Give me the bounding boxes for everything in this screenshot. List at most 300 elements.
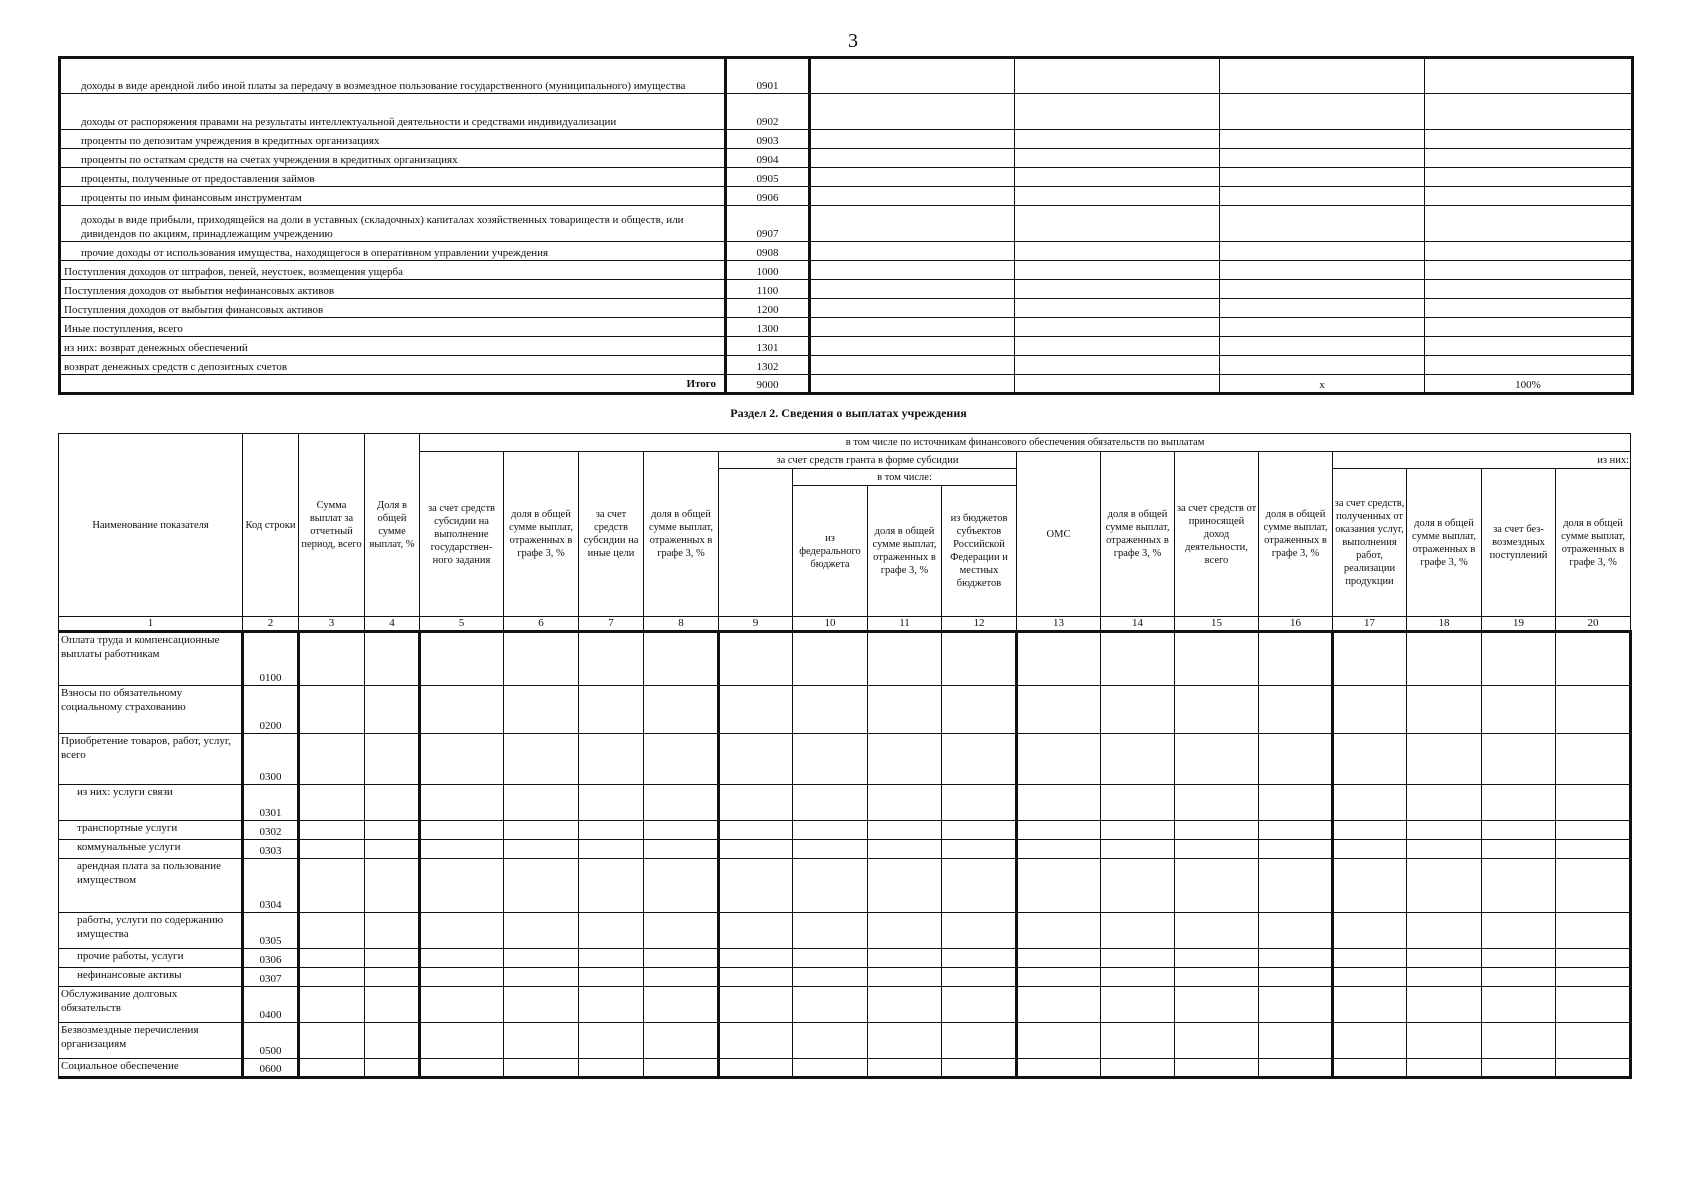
- value-cell[interactable]: [1333, 632, 1407, 686]
- value-cell[interactable]: [420, 734, 504, 785]
- value-cell[interactable]: [793, 686, 868, 734]
- value-cell[interactable]: [810, 206, 1015, 242]
- value-cell[interactable]: [942, 840, 1017, 859]
- value-cell[interactable]: [365, 949, 420, 968]
- value-cell[interactable]: [942, 785, 1017, 821]
- value-cell[interactable]: [1101, 734, 1175, 785]
- value-cell[interactable]: [365, 987, 420, 1023]
- value-cell[interactable]: [420, 913, 504, 949]
- value-cell[interactable]: [1175, 686, 1259, 734]
- value-cell[interactable]: [579, 987, 644, 1023]
- value-cell[interactable]: [1101, 686, 1175, 734]
- value-cell[interactable]: [1220, 299, 1425, 318]
- value-cell[interactable]: [1015, 261, 1220, 280]
- value-cell[interactable]: [1220, 130, 1425, 149]
- value-cell[interactable]: [1333, 840, 1407, 859]
- value-cell[interactable]: [1407, 949, 1482, 968]
- value-cell[interactable]: [1175, 632, 1259, 686]
- value-cell[interactable]: [1259, 632, 1333, 686]
- value-cell[interactable]: [1015, 149, 1220, 168]
- value-cell[interactable]: [299, 859, 365, 913]
- value-cell[interactable]: [793, 632, 868, 686]
- value-cell[interactable]: [1220, 261, 1425, 280]
- value-cell[interactable]: [810, 187, 1015, 206]
- value-cell[interactable]: [719, 968, 793, 987]
- value-cell[interactable]: [1220, 280, 1425, 299]
- value-cell[interactable]: [1015, 58, 1220, 94]
- value-cell[interactable]: [1220, 168, 1425, 187]
- value-cell[interactable]: [1101, 840, 1175, 859]
- row-code: 0902: [726, 94, 810, 130]
- value-cell[interactable]: [1407, 913, 1482, 949]
- value-cell[interactable]: [1017, 1059, 1101, 1078]
- value-cell[interactable]: [1015, 318, 1220, 337]
- value-cell[interactable]: [868, 913, 942, 949]
- value-cell[interactable]: [644, 632, 719, 686]
- value-cell[interactable]: [1220, 58, 1425, 94]
- value-cell[interactable]: [1556, 785, 1631, 821]
- value-cell[interactable]: [1425, 356, 1633, 375]
- value-cell[interactable]: [1017, 968, 1101, 987]
- value-cell[interactable]: [420, 840, 504, 859]
- value-cell[interactable]: [1175, 913, 1259, 949]
- value-cell[interactable]: [504, 632, 579, 686]
- value-cell[interactable]: [1425, 280, 1633, 299]
- value-cell[interactable]: [942, 949, 1017, 968]
- value-cell[interactable]: [1220, 187, 1425, 206]
- value-cell[interactable]: [942, 632, 1017, 686]
- value-cell[interactable]: [719, 632, 793, 686]
- value-cell[interactable]: [1017, 821, 1101, 840]
- value-cell[interactable]: [1175, 1059, 1259, 1078]
- value-cell[interactable]: [1259, 840, 1333, 859]
- value-cell[interactable]: [1333, 821, 1407, 840]
- value-cell[interactable]: [644, 968, 719, 987]
- value-cell[interactable]: [793, 840, 868, 859]
- value-cell[interactable]: [1407, 987, 1482, 1023]
- value-cell[interactable]: [1407, 734, 1482, 785]
- value-cell[interactable]: [868, 859, 942, 913]
- value-cell[interactable]: [810, 149, 1015, 168]
- value-cell[interactable]: [299, 785, 365, 821]
- value-cell[interactable]: [504, 1023, 579, 1059]
- value-cell[interactable]: [1220, 206, 1425, 242]
- value-cell[interactable]: [1259, 734, 1333, 785]
- row-code: 0305: [243, 913, 299, 949]
- value-cell[interactable]: [1333, 987, 1407, 1023]
- value-cell[interactable]: [1175, 859, 1259, 913]
- value-cell[interactable]: [1482, 968, 1556, 987]
- value-cell[interactable]: [868, 785, 942, 821]
- value-cell[interactable]: [1259, 821, 1333, 840]
- value-cell[interactable]: [942, 968, 1017, 987]
- value-cell[interactable]: [1101, 1023, 1175, 1059]
- value-cell[interactable]: [299, 913, 365, 949]
- value-cell[interactable]: [1482, 840, 1556, 859]
- value-cell[interactable]: [365, 686, 420, 734]
- value-cell[interactable]: [504, 840, 579, 859]
- value-cell[interactable]: [1015, 206, 1220, 242]
- value-cell[interactable]: [299, 1023, 365, 1059]
- value-cell[interactable]: [1259, 785, 1333, 821]
- value-cell[interactable]: [810, 280, 1015, 299]
- value-cell[interactable]: [1175, 785, 1259, 821]
- value-cell[interactable]: [420, 785, 504, 821]
- value-cell[interactable]: [793, 1059, 868, 1078]
- value-cell[interactable]: [420, 968, 504, 987]
- value-cell[interactable]: [1259, 949, 1333, 968]
- value-cell[interactable]: [1333, 1059, 1407, 1078]
- value-cell[interactable]: [579, 821, 644, 840]
- value-cell[interactable]: [1425, 58, 1633, 94]
- value-cell[interactable]: [1425, 149, 1633, 168]
- value-cell[interactable]: [1220, 242, 1425, 261]
- value-cell[interactable]: [644, 859, 719, 913]
- value-cell[interactable]: [1482, 734, 1556, 785]
- value-cell[interactable]: [1556, 821, 1631, 840]
- value-cell[interactable]: [420, 949, 504, 968]
- value-cell[interactable]: [299, 686, 365, 734]
- value-cell[interactable]: [719, 859, 793, 913]
- value-cell[interactable]: [420, 632, 504, 686]
- value-cell[interactable]: [942, 859, 1017, 913]
- value-cell[interactable]: [579, 734, 644, 785]
- value-cell[interactable]: [810, 58, 1015, 94]
- value-cell[interactable]: [644, 987, 719, 1023]
- value-cell[interactable]: [1556, 859, 1631, 913]
- value-cell[interactable]: [1556, 1059, 1631, 1078]
- value-cell[interactable]: [719, 1059, 793, 1078]
- value-cell[interactable]: [942, 734, 1017, 785]
- value-cell[interactable]: [868, 987, 942, 1023]
- value-cell[interactable]: [942, 987, 1017, 1023]
- value-cell[interactable]: [1407, 859, 1482, 913]
- value-cell[interactable]: [365, 1059, 420, 1078]
- value-cell[interactable]: [1482, 686, 1556, 734]
- value-cell[interactable]: [810, 94, 1015, 130]
- value-cell[interactable]: [644, 1023, 719, 1059]
- value-cell[interactable]: [1220, 337, 1425, 356]
- value-cell[interactable]: [299, 840, 365, 859]
- value-cell[interactable]: [1175, 987, 1259, 1023]
- value-cell[interactable]: [1015, 375, 1220, 394]
- value-cell[interactable]: [579, 913, 644, 949]
- value-cell[interactable]: [420, 1059, 504, 1078]
- value-cell[interactable]: [1482, 785, 1556, 821]
- value-cell[interactable]: [868, 686, 942, 734]
- value-cell[interactable]: [1482, 913, 1556, 949]
- row-name: Поступления доходов от выбытия нефинансовых активов: [60, 280, 726, 299]
- value-cell[interactable]: [810, 318, 1015, 337]
- value-cell[interactable]: [299, 632, 365, 686]
- header-share: Доля в общей сумме выплат, %: [365, 434, 420, 617]
- value-cell[interactable]: [1425, 168, 1633, 187]
- value-cell[interactable]: [365, 840, 420, 859]
- value-cell[interactable]: [942, 821, 1017, 840]
- value-cell[interactable]: [1015, 280, 1220, 299]
- value-cell[interactable]: [793, 913, 868, 949]
- value-cell[interactable]: [1556, 987, 1631, 1023]
- value-cell[interactable]: [868, 821, 942, 840]
- value-cell[interactable]: [579, 949, 644, 968]
- value-cell[interactable]: [299, 1059, 365, 1078]
- value-cell[interactable]: [420, 1023, 504, 1059]
- value-cell[interactable]: [299, 949, 365, 968]
- value-cell[interactable]: [1259, 987, 1333, 1023]
- value-cell[interactable]: [1015, 187, 1220, 206]
- value-cell[interactable]: [644, 734, 719, 785]
- value-cell[interactable]: [1556, 968, 1631, 987]
- row-code: 0500: [243, 1023, 299, 1059]
- value-cell[interactable]: [793, 734, 868, 785]
- value-cell[interactable]: [719, 913, 793, 949]
- value-cell[interactable]: [868, 949, 942, 968]
- value-cell[interactable]: [504, 987, 579, 1023]
- value-cell[interactable]: [1333, 968, 1407, 987]
- value-cell[interactable]: [810, 168, 1015, 187]
- value-cell[interactable]: [1017, 785, 1101, 821]
- value-cell[interactable]: [793, 859, 868, 913]
- value-cell[interactable]: [868, 1059, 942, 1078]
- value-cell[interactable]: [365, 968, 420, 987]
- value-cell[interactable]: [1556, 632, 1631, 686]
- value-cell[interactable]: [1407, 1059, 1482, 1078]
- value-cell[interactable]: [1017, 686, 1101, 734]
- value-cell[interactable]: [1333, 686, 1407, 734]
- value-cell[interactable]: [1425, 337, 1633, 356]
- value-cell[interactable]: [1425, 318, 1633, 337]
- value-cell[interactable]: [868, 968, 942, 987]
- value-cell[interactable]: [1017, 734, 1101, 785]
- value-cell[interactable]: [793, 968, 868, 987]
- value-cell[interactable]: [1015, 356, 1220, 375]
- value-cell[interactable]: [1259, 859, 1333, 913]
- value-cell[interactable]: [868, 840, 942, 859]
- value-cell[interactable]: [1101, 821, 1175, 840]
- value-cell[interactable]: [1220, 356, 1425, 375]
- value-cell[interactable]: [579, 968, 644, 987]
- value-cell[interactable]: [365, 859, 420, 913]
- value-cell[interactable]: [1101, 785, 1175, 821]
- row-name: Безвозмездные перечисления организациям: [59, 1023, 243, 1059]
- value-cell[interactable]: [1175, 734, 1259, 785]
- value-cell[interactable]: [793, 987, 868, 1023]
- value-cell[interactable]: [644, 949, 719, 968]
- value-cell[interactable]: [810, 356, 1015, 375]
- value-cell[interactable]: [1015, 94, 1220, 130]
- value-cell[interactable]: [579, 785, 644, 821]
- value-cell[interactable]: [504, 785, 579, 821]
- value-cell[interactable]: [719, 1023, 793, 1059]
- value-cell[interactable]: [420, 821, 504, 840]
- value-cell[interactable]: [504, 734, 579, 785]
- value-cell[interactable]: [1425, 94, 1633, 130]
- value-cell[interactable]: [1101, 859, 1175, 913]
- value-cell[interactable]: [1425, 242, 1633, 261]
- value-cell[interactable]: [1407, 686, 1482, 734]
- value-cell[interactable]: [504, 949, 579, 968]
- value-cell[interactable]: [1220, 94, 1425, 130]
- value-cell[interactable]: [1482, 987, 1556, 1023]
- value-cell[interactable]: [1220, 318, 1425, 337]
- value-cell[interactable]: [810, 242, 1015, 261]
- value-cell[interactable]: [644, 840, 719, 859]
- value-cell[interactable]: [719, 734, 793, 785]
- value-cell[interactable]: [1259, 1059, 1333, 1078]
- value-cell[interactable]: [1407, 1023, 1482, 1059]
- value-cell[interactable]: [1482, 949, 1556, 968]
- value-cell[interactable]: [504, 821, 579, 840]
- value-cell[interactable]: [719, 785, 793, 821]
- value-cell[interactable]: [1017, 1023, 1101, 1059]
- value-cell[interactable]: [579, 1023, 644, 1059]
- value-cell[interactable]: [504, 1059, 579, 1078]
- value-cell[interactable]: [719, 686, 793, 734]
- value-cell[interactable]: [299, 987, 365, 1023]
- value-cell[interactable]: [1101, 913, 1175, 949]
- value-cell[interactable]: [644, 821, 719, 840]
- value-cell[interactable]: [868, 632, 942, 686]
- value-cell[interactable]: [365, 785, 420, 821]
- value-cell[interactable]: [1556, 949, 1631, 968]
- value-cell[interactable]: [1259, 1023, 1333, 1059]
- value-cell[interactable]: [365, 913, 420, 949]
- value-cell[interactable]: [1556, 840, 1631, 859]
- value-cell[interactable]: [1425, 206, 1633, 242]
- value-cell[interactable]: [1017, 840, 1101, 859]
- value-cell[interactable]: [1101, 949, 1175, 968]
- value-cell[interactable]: [868, 1023, 942, 1059]
- value-cell[interactable]: [504, 968, 579, 987]
- value-cell[interactable]: [1556, 686, 1631, 734]
- value-cell[interactable]: [719, 821, 793, 840]
- value-cell[interactable]: [1556, 1023, 1631, 1059]
- value-cell[interactable]: [942, 1059, 1017, 1078]
- value-cell[interactable]: [1015, 168, 1220, 187]
- value-cell[interactable]: [1101, 987, 1175, 1023]
- value-cell[interactable]: [1101, 968, 1175, 987]
- value-cell[interactable]: [1017, 987, 1101, 1023]
- value-cell[interactable]: [1425, 130, 1633, 149]
- value-cell[interactable]: [1333, 859, 1407, 913]
- value-cell[interactable]: [1175, 821, 1259, 840]
- value-cell[interactable]: [1482, 821, 1556, 840]
- value-cell[interactable]: [644, 1059, 719, 1078]
- value-cell[interactable]: [299, 968, 365, 987]
- value-cell[interactable]: [1333, 1023, 1407, 1059]
- value-cell[interactable]: [793, 785, 868, 821]
- value-cell[interactable]: [1425, 261, 1633, 280]
- value-cell[interactable]: [365, 821, 420, 840]
- value-cell[interactable]: [1220, 149, 1425, 168]
- value-cell[interactable]: [1017, 859, 1101, 913]
- value-cell[interactable]: [644, 913, 719, 949]
- value-cell[interactable]: [1015, 299, 1220, 318]
- value-cell[interactable]: [868, 734, 942, 785]
- value-cell[interactable]: [1017, 913, 1101, 949]
- value-cell[interactable]: [644, 686, 719, 734]
- value-cell[interactable]: [1175, 1023, 1259, 1059]
- value-cell[interactable]: [1482, 1059, 1556, 1078]
- value-cell[interactable]: [1482, 1023, 1556, 1059]
- value-cell[interactable]: [299, 821, 365, 840]
- value-cell[interactable]: [420, 987, 504, 1023]
- value-cell[interactable]: [810, 337, 1015, 356]
- value-cell[interactable]: [504, 859, 579, 913]
- value-cell[interactable]: [1175, 840, 1259, 859]
- value-cell[interactable]: [579, 1059, 644, 1078]
- value-cell[interactable]: [810, 130, 1015, 149]
- value-cell[interactable]: [942, 913, 1017, 949]
- value-cell[interactable]: [1101, 632, 1175, 686]
- value-cell[interactable]: [942, 1023, 1017, 1059]
- value-cell[interactable]: [365, 632, 420, 686]
- value-cell[interactable]: [793, 821, 868, 840]
- value-cell[interactable]: [1556, 913, 1631, 949]
- value-cell[interactable]: [1259, 913, 1333, 949]
- value-cell[interactable]: [579, 632, 644, 686]
- value-cell[interactable]: [810, 261, 1015, 280]
- value-cell[interactable]: [644, 785, 719, 821]
- value-cell[interactable]: [719, 987, 793, 1023]
- value-cell[interactable]: [1556, 734, 1631, 785]
- value-cell[interactable]: [579, 686, 644, 734]
- value-cell[interactable]: [1017, 632, 1101, 686]
- value-cell[interactable]: [1333, 734, 1407, 785]
- value-cell[interactable]: [1407, 785, 1482, 821]
- value-cell[interactable]: [1017, 949, 1101, 968]
- value-cell[interactable]: [1482, 859, 1556, 913]
- value-cell[interactable]: [1333, 913, 1407, 949]
- value-cell[interactable]: [579, 840, 644, 859]
- value-cell[interactable]: [420, 686, 504, 734]
- value-cell[interactable]: [1407, 821, 1482, 840]
- value-cell[interactable]: [1101, 1059, 1175, 1078]
- value-cell[interactable]: [719, 840, 793, 859]
- value-cell[interactable]: [942, 686, 1017, 734]
- value-cell[interactable]: [1015, 337, 1220, 356]
- value-cell[interactable]: [365, 1023, 420, 1059]
- value-cell[interactable]: [504, 686, 579, 734]
- row-name: коммунальные услуги: [59, 840, 243, 859]
- value-cell[interactable]: [1482, 632, 1556, 686]
- value-cell[interactable]: [810, 375, 1015, 394]
- value-cell[interactable]: [1175, 949, 1259, 968]
- value-cell[interactable]: [1015, 242, 1220, 261]
- value-cell[interactable]: [504, 913, 579, 949]
- value-cell[interactable]: [420, 859, 504, 913]
- value-cell[interactable]: [1175, 968, 1259, 987]
- value-cell[interactable]: [1259, 686, 1333, 734]
- value-cell[interactable]: [1425, 299, 1633, 318]
- value-cell[interactable]: [1407, 968, 1482, 987]
- value-cell[interactable]: [1015, 130, 1220, 149]
- value-cell[interactable]: [810, 299, 1015, 318]
- value-cell[interactable]: [579, 859, 644, 913]
- value-cell[interactable]: [1425, 187, 1633, 206]
- header-subsidy-task: за счет средств субсидии на выполнение государствен-ного задания: [420, 452, 504, 617]
- value-cell[interactable]: [365, 734, 420, 785]
- value-cell[interactable]: [1407, 632, 1482, 686]
- value-cell[interactable]: [1407, 840, 1482, 859]
- value-cell[interactable]: [1333, 949, 1407, 968]
- value-cell[interactable]: [1333, 785, 1407, 821]
- value-cell[interactable]: [793, 1023, 868, 1059]
- value-cell[interactable]: [299, 734, 365, 785]
- value-cell[interactable]: [719, 949, 793, 968]
- value-cell[interactable]: [793, 949, 868, 968]
- value-cell[interactable]: [1259, 968, 1333, 987]
